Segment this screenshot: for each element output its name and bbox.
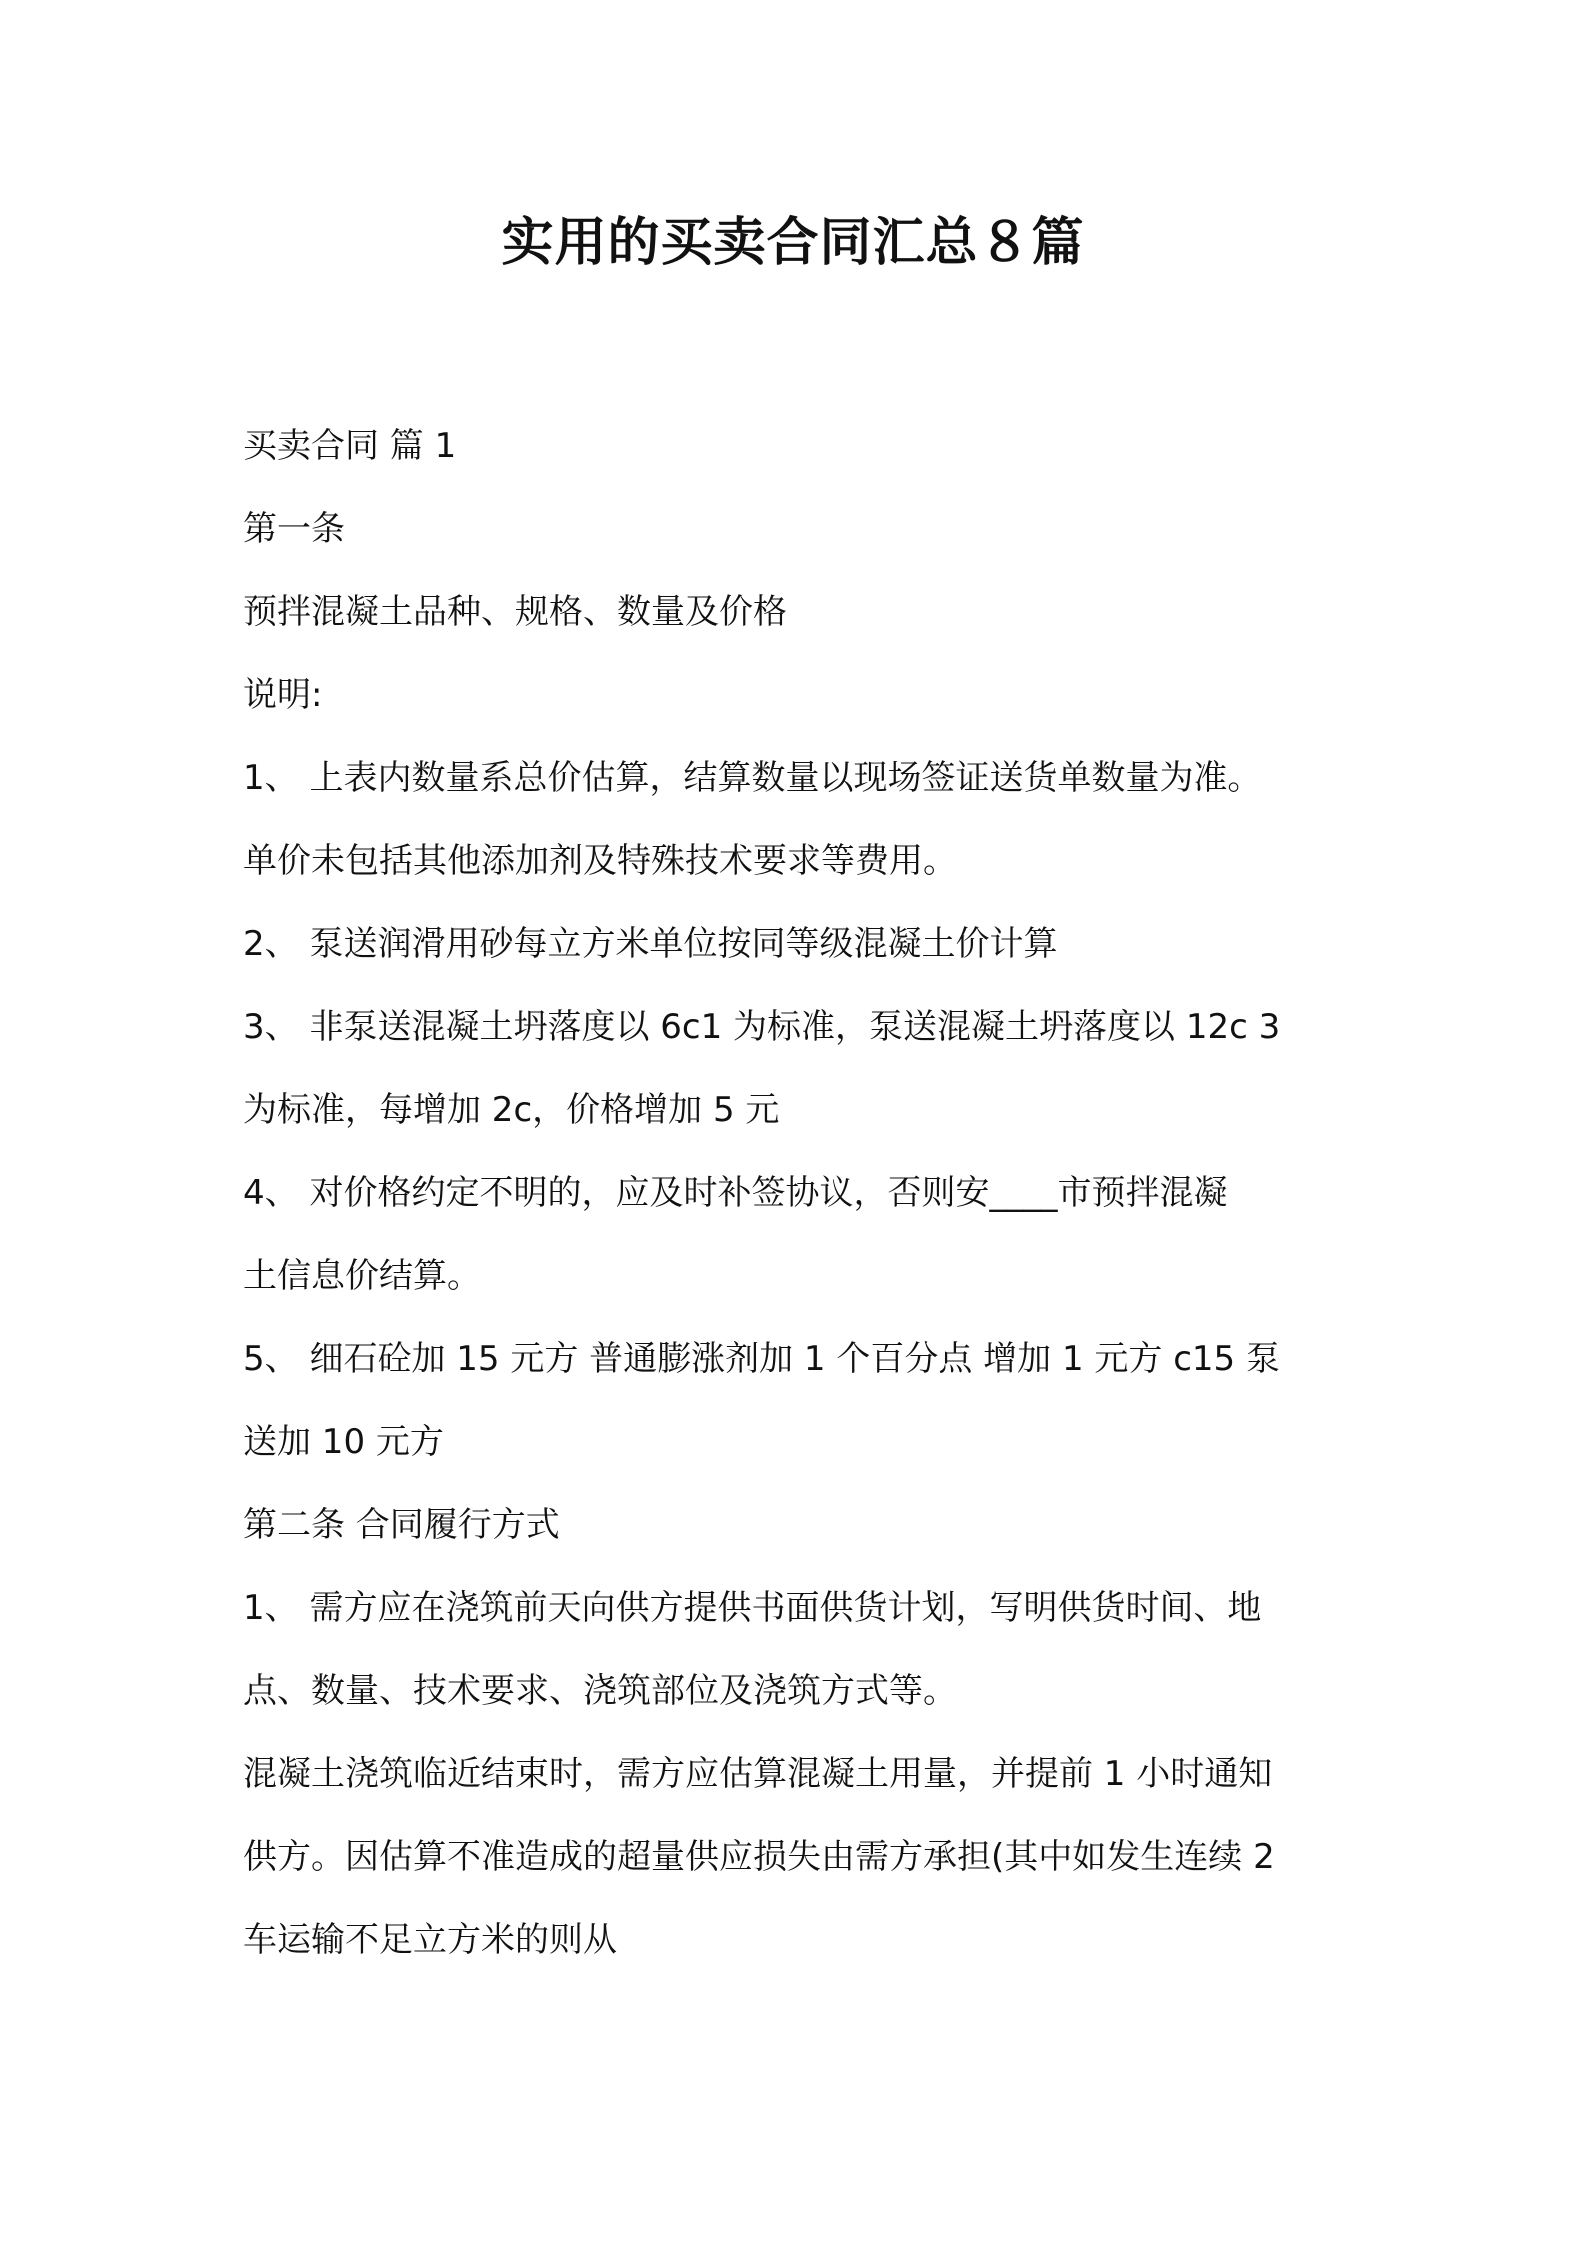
paragraph-line: 2、 泵送润滑用砂每立方米单位按同等级混凝土价计算 bbox=[243, 924, 1058, 964]
paragraph-line: 1、 需方应在浇筑前天向供方提供书面供货计划，写明供货时间、地 bbox=[243, 1588, 1262, 1628]
document-title: 实用的买卖合同汇总８篇 bbox=[501, 213, 1085, 273]
paragraph-line: 1、 上表内数量系总价估算，结算数量以现场签证送货单数量为准。 bbox=[243, 758, 1262, 798]
paragraph-line: 预拌混凝土品种、规格、数量及价格 bbox=[243, 592, 787, 632]
paragraph-line: 供方。因估算不准造成的超量供应损失由需方承担(其中如发生连续 2 bbox=[243, 1837, 1275, 1877]
paragraph-line: 3、 非泵送混凝土坍落度以 6c1 为标准，泵送混凝土坍落度以 12c 3 bbox=[243, 1007, 1281, 1047]
section-heading: 买卖合同 篇 1 bbox=[243, 426, 457, 466]
paragraph-line: 为标准，每增加 2c，价格增加 5 元 bbox=[243, 1090, 780, 1130]
paragraph-line: 说明: bbox=[243, 675, 323, 715]
paragraph-line: 混凝土浇筑临近结束时，需方应估算混凝土用量，并提前 1 小时通知 bbox=[243, 1754, 1273, 1794]
paragraph-line: 车运输不足立方米的则从 bbox=[243, 1920, 617, 1960]
paragraph-line: 送加 10 元方 bbox=[243, 1422, 444, 1462]
article-heading: 第二条 合同履行方式 bbox=[243, 1505, 560, 1545]
document-body bbox=[243, 405, 1353, 1982]
paragraph-line: 单价未包括其他添加剂及特殊技术要求等费用。 bbox=[243, 841, 957, 881]
paragraph-line: 土信息价结算。 bbox=[243, 1256, 481, 1296]
paragraph-line: 点、数量、技术要求、浇筑部位及浇筑方式等。 bbox=[243, 1671, 957, 1711]
paragraph-line: 5、 细石砼加 15 元方 普通膨涨剂加 1 个百分点 增加 1 元方 c15 泵 bbox=[243, 1339, 1280, 1379]
article-heading: 第一条 bbox=[243, 509, 345, 549]
paragraph-line: 4、 对价格约定不明的，应及时补签协议，否则安____市预拌混凝 bbox=[243, 1173, 1228, 1213]
